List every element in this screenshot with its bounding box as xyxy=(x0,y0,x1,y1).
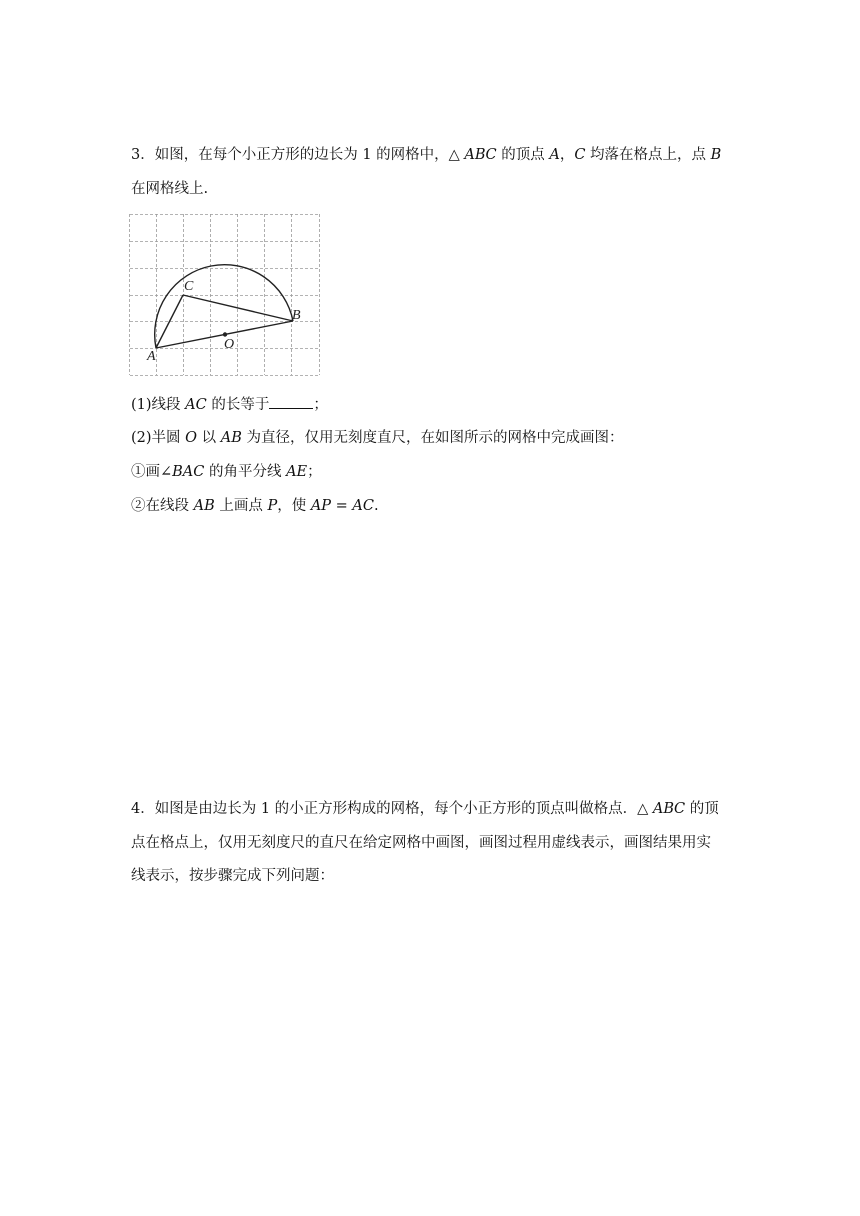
grid-figure xyxy=(129,213,322,377)
q3-step-1: ①画∠𝐵𝐴𝐶 的角平分线 𝐴𝐸； xyxy=(131,464,322,480)
q3-step-2: ②在线段 𝐴𝐵 上画点 𝑃，使 𝐴𝑃 = 𝐴𝐶. xyxy=(131,498,379,514)
q3-part-2: (2)半圆 𝑂 以 𝐴𝐵 为直径，仅用无刻度直尺，在如图所示的网格中完成画图： xyxy=(131,430,624,446)
q3-stem-line-2: 在网格线上. xyxy=(131,181,209,197)
label-o: O xyxy=(224,337,235,352)
q3-stem-line-1: 3．如图，在每个小正方形的边长为 1 的网格中，△ 𝐴𝐵𝐶 的顶点 𝐴，𝐶 均落在格点上，点 𝐵 xyxy=(131,147,722,163)
label-b: B xyxy=(292,308,301,323)
q3-part-1-text: (1)线段 𝐴𝐶 的长等于 xyxy=(131,397,270,413)
q3-part-1 xyxy=(131,394,328,415)
q3-part-1-end: ； xyxy=(313,397,328,413)
q4-stem-line-1: 4．如图是由边长为 1 的小正方形构成的网格，每个小正方形的顶点叫做格点．△ 𝐴𝐵𝐶 的顶 xyxy=(131,801,719,817)
segment-cb xyxy=(183,295,293,321)
label-c: C xyxy=(184,279,194,294)
label-a: A xyxy=(147,349,156,364)
q4-stem-line-2: 点在格点上，仅用无刻度尺的直尺在给定网格中画图，画图过程用虚线表示，画图结果用实 xyxy=(131,835,711,851)
q4-stem-line-3: 线表示，按步骤完成下列问题： xyxy=(131,868,334,884)
answer-blank[interactable] xyxy=(269,394,313,409)
